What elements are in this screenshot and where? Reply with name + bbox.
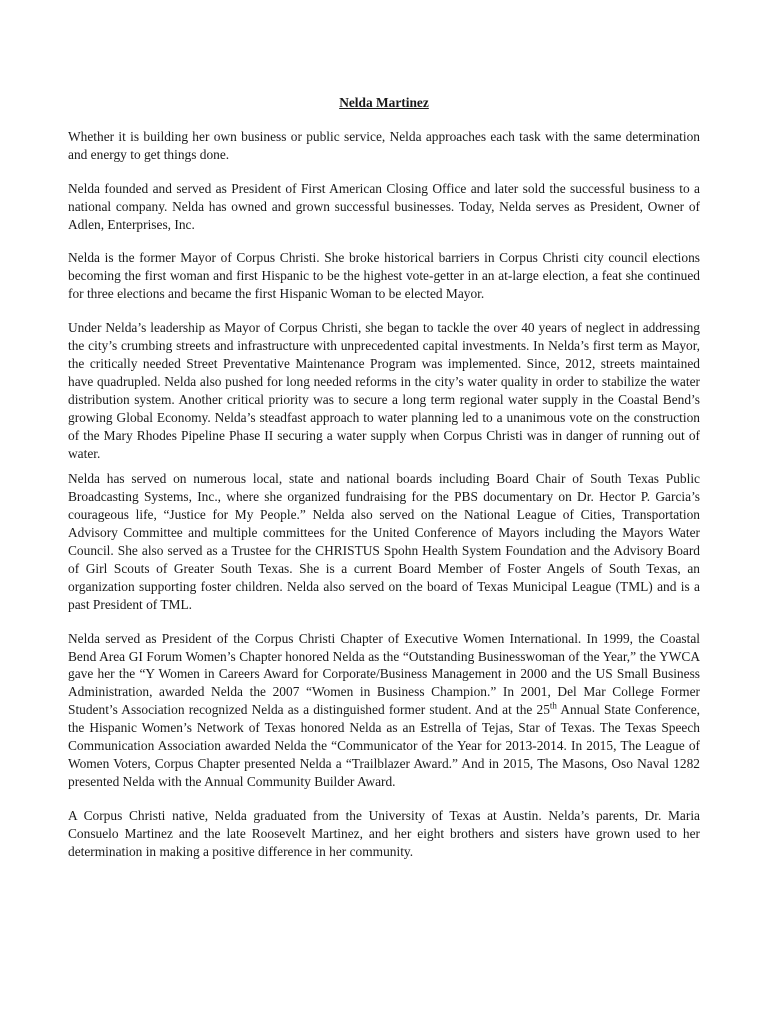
paragraph-business: Nelda founded and served as President of First American Closing Office and later sold the successful business to a national company. Nelda has owned and grown successful businesses. Today, Nelda serves as President, Owner of Adlen, Enterprises, Inc. [68,180,700,232]
awards-text-before: Nelda served as President of the Corpus Christi Chapter of Executive Women International. In 1999, the Coastal Bend Area GI Forum Women’s Chapter honored Nelda as the “Outstanding Businesswoman of the Year,” the YWCA gave her the “Y Women in Careers Award for Corporate/Business Management in 2000 and the US Small Business Administration, awarded Nelda the 2007 “Women in Business Champion.” In 2001, Del Mar College Former Student’s Association recognized Nelda as a distinguished former student. And at the 25 [68,630,700,718]
awards-text-after: Annual State Conference, the Hispanic Women’s Network of Texas honored Nelda as an Estrella of Tejas, Star of Texas. The Texas Speech Communication Association awarded Nelda the “Communicator of the Year for 2013-2014. In 2015, The League of Women Voters, Corpus Chapter presented Nelda a “Trailblazer Award.” And in 2015, The Masons, Oso Naval 1282 presented Nelda with the Annual Community Builder Award. [68,702,700,789]
ordinal-superscript: th [549,700,557,711]
document-title: Nelda Martinez [339,95,429,110]
paragraph-boards: Nelda has served on numerous local, state and national boards including Board Chair of South Texas Public Broadcasting Systems, Inc., where she organized fundraising for the PBS documentary on Dr. Hector P. Garcia’s courageous life, “Justice for My People.” Nelda also served on the National League of Cities, Transportation Advisory Committee and multiple committees for the United Conference of Mayors including the Mayors Water Council. She also served as a Trustee for the CHRISTUS Spohn Health System Foundation and the Advisory Board of Girl Scouts of Greater South Texas. She is a current Board Member of Foster Angels of South Texas, an organization supporting foster children. Nelda also served on the board of Texas Municipal League (TML) and is a past President of TML. [68,471,700,612]
paragraph-leadership: Under Nelda’s leadership as Mayor of Corpus Christi, she began to tackle the over 40 years of neglect in addressing the city’s crumbing streets and infrastructure with unprecedented capital investments. In Nelda’s first term as Mayor, the critically needed Street Preventative Maintenance Program was implemented. Since, 2012, streets maintained have quadrupled. Nelda also pushed for long needed reforms in the city’s water quality in order to stabilize the water distribution system. Another critical priority was to secure a long term regional water supply in the Coastal Bend’s growing Global Economy. Nelda’s steadfast approach to water planning led to a unanimous vote on the construction of the Mary Rhodes Pipeline Phase II securing a water supply when Corpus Christi was in danger of running out of water. [68,320,700,461]
document-body [68,94,700,877]
paragraph-intro: Whether it is building her own business or public service, Nelda approaches each task with the same determination and energy to get things done. [68,128,700,162]
paragraph-closing: A Corpus Christi native, Nelda graduated from the University of Texas at Austin. Nelda’s parents, Dr. Maria Consuelo Martinez and the late Roosevelt Martinez, and her eight brothers and sisters have grown used to her determination in making a positive difference in her community. [68,807,700,859]
paragraph-awards [68,630,700,791]
paragraph-mayor: Nelda is the former Mayor of Corpus Christi. She broke historical barriers in Corpus Christi city council elections becoming the first woman and first Hispanic to be the highest vote-getter in an at-large election, a feat she continued for three elections and became the first Hispanic Woman to be elected Mayor. [68,250,700,302]
